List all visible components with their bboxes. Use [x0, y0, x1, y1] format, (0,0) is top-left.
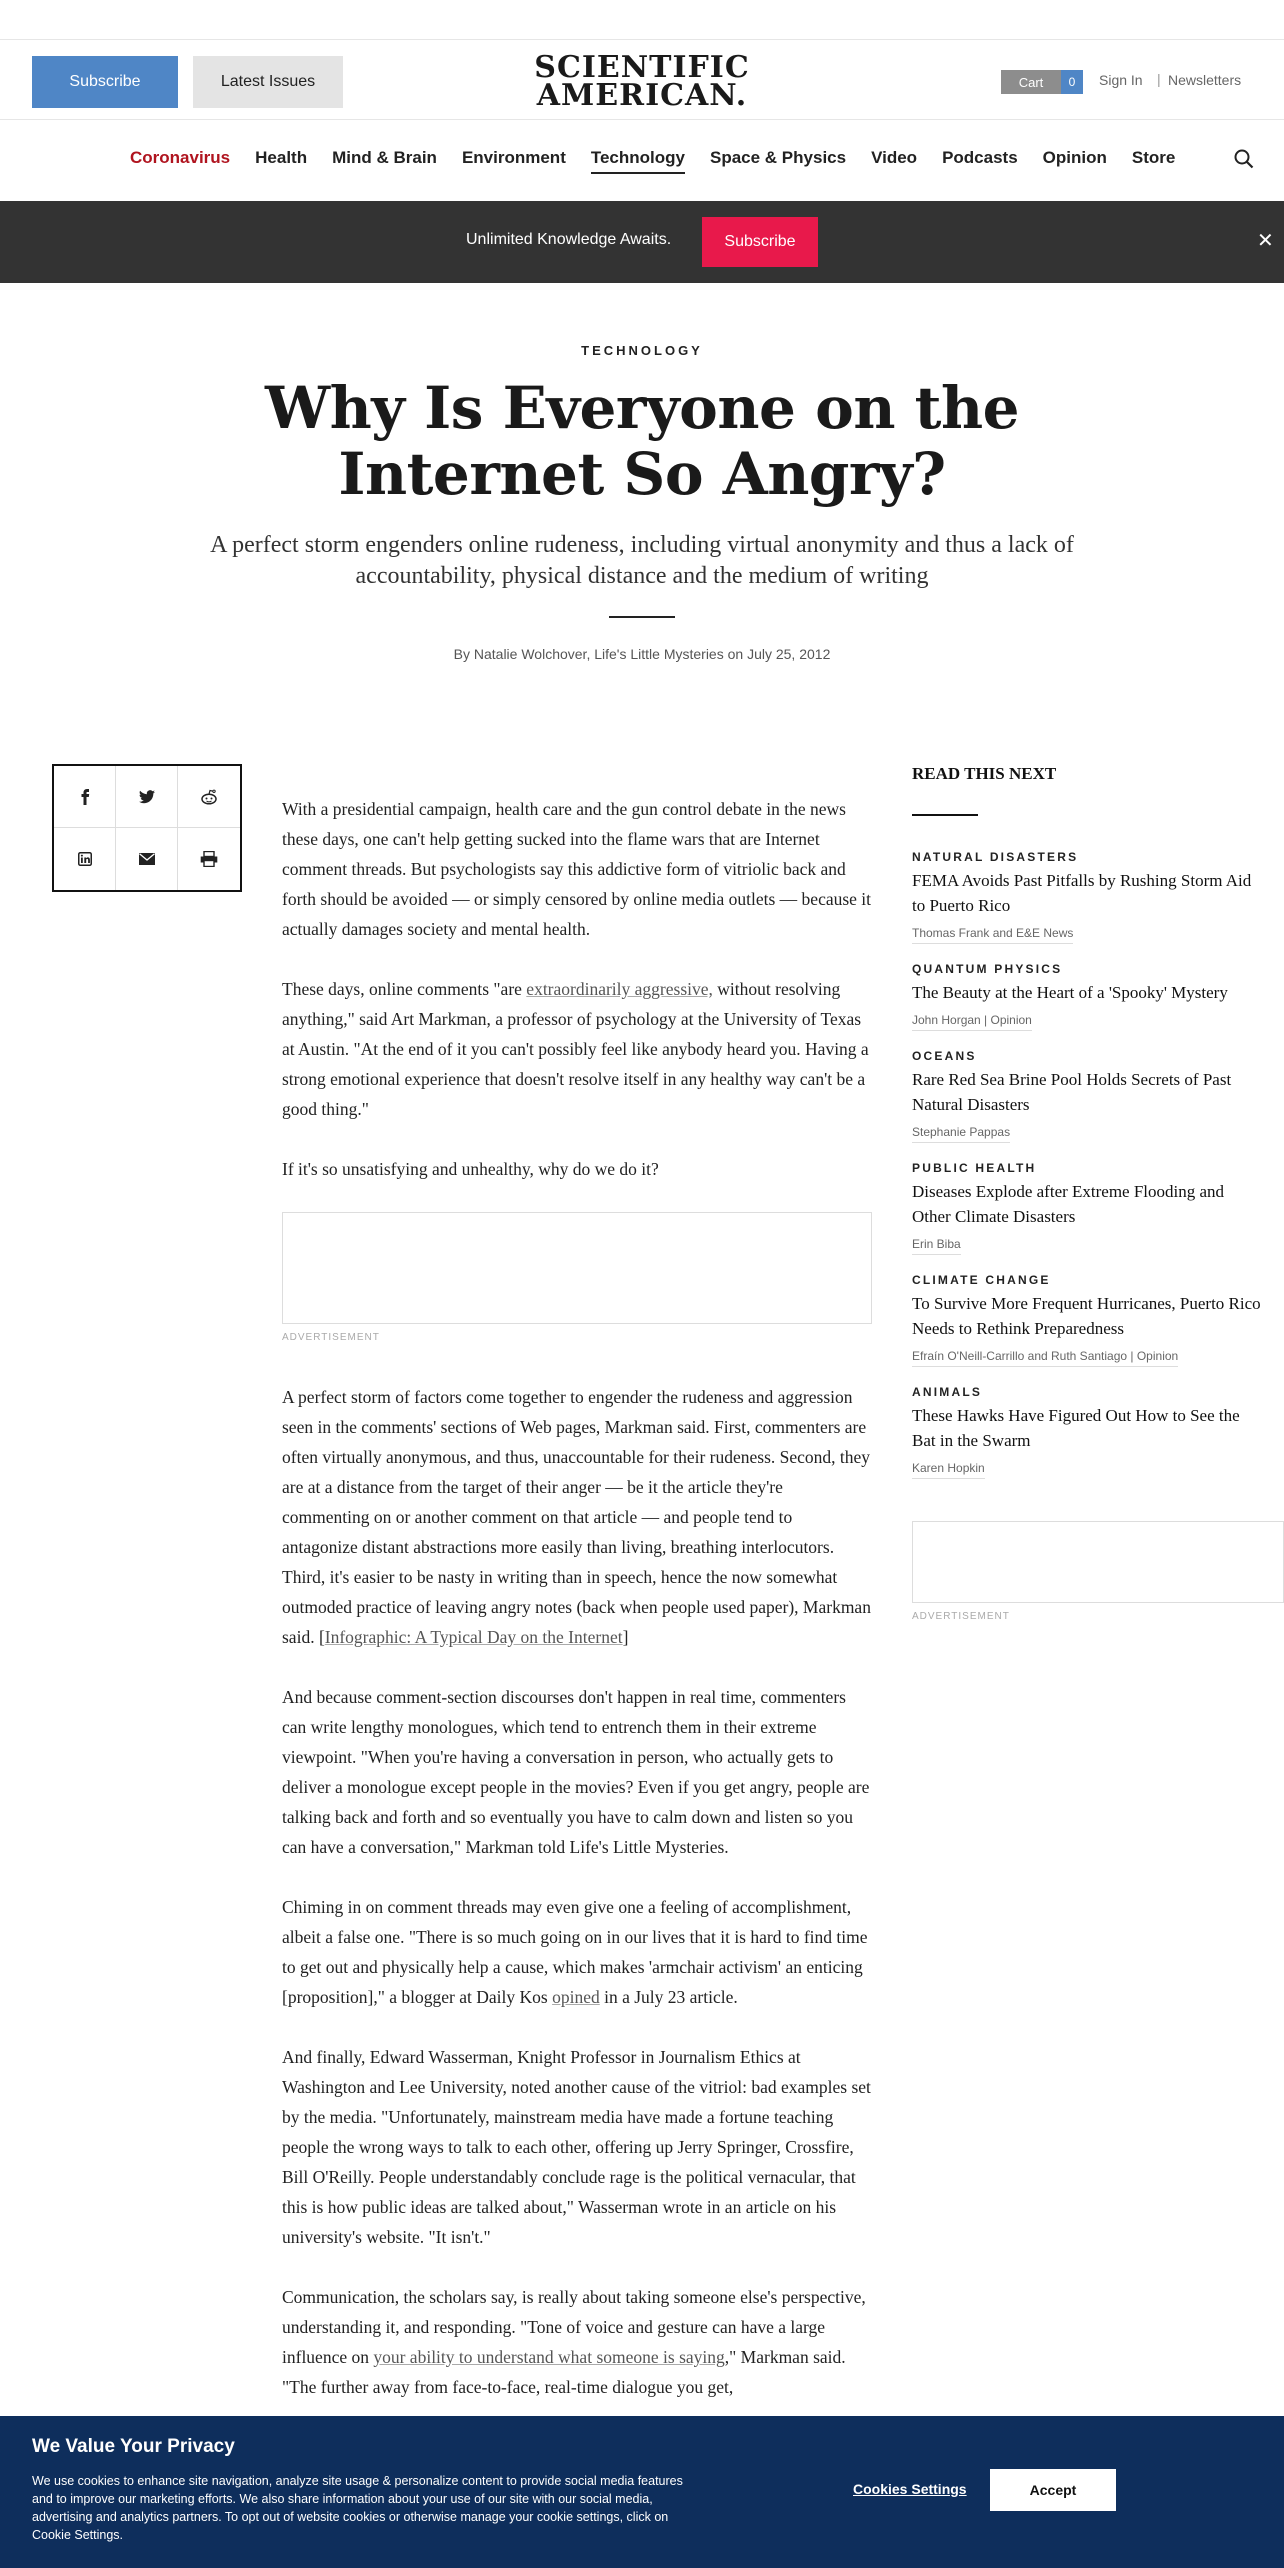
banner-text: Unlimited Knowledge Awaits.: [466, 231, 672, 248]
sidebar-article-category[interactable]: QUANTUM PHYSICS: [912, 962, 1063, 976]
text-run: without resolving anything," said Art Markman, a professor of psychology at the University of Texas at Austin. "At the end of it you can't possibly feel like anybody heard you. Having a strong emotional experience that doesn't resolve itself in any healthy way can't be a good thing.": [282, 979, 869, 1119]
article-paragraph: And finally, Edward Wasserman, Knight Professor in Journalism Ethics at Washington and Lee University, noted another cause of the vitriol: bad examples set by the media. "Unfortunately, mainstream media have made a fortune teaching people the wrong ways to talk to each other, offering up Jerry Springer, Crossfire, Bill O'Reilly. People understandably conclude rage is the political vernacular, that this is how public ideas are talked about," Wasserman wrote in an article on his university's website. "It isn't.": [282, 2047, 871, 2247]
sidebar-heading: READ THIS NEXT: [912, 764, 1057, 783]
article-body: [282, 794, 872, 2432]
header-separator: |: [1157, 71, 1161, 87]
nav-item-podcasts[interactable]: Podcasts: [942, 148, 1018, 167]
cookie-settings-button[interactable]: Cookies Settings: [853, 2481, 967, 2497]
sidebar-article-title[interactable]: The Beauty at the Heart of a 'Spooky' Mystery: [912, 983, 1228, 1002]
logo-line-1: SCIENTIFIC: [534, 50, 750, 85]
article-kicker[interactable]: TECHNOLOGY: [581, 343, 703, 358]
sidebar-article-category[interactable]: NATURAL DISASTERS: [912, 850, 1079, 864]
sidebar-divider: [912, 814, 978, 816]
article-paragraph: [282, 1382, 872, 1652]
nav-item-environment[interactable]: Environment: [461, 148, 566, 167]
text-run: Chiming in on comment threads may even give one a feeling of accomplishment, albeit a false one. "There is so much going on in our lives that it is hard to find time to get out and physically help a cause, which makes 'armchair activism' an enticing [proposition]," a blogger at Daily Kos: [282, 1897, 868, 2007]
sidebar-article[interactable]: [912, 1049, 1262, 1143]
nav-item-technology[interactable]: Technology: [591, 148, 685, 174]
top-strip: [0, 0, 1284, 40]
email-icon[interactable]: [116, 828, 178, 890]
sidebar-article-category[interactable]: PUBLIC HEALTH: [912, 1161, 1037, 1175]
nav-item-opinion[interactable]: Opinion: [1042, 148, 1107, 167]
sidebar-article-author[interactable]: Efraín O'Neill-Carrillo and Ruth Santiago | Opinion: [912, 1349, 1178, 1367]
sidebar-article-title[interactable]: These Hawks Have Figured Out How to See the Bat in the Swarm: [912, 1406, 1240, 1450]
sidebar-article-category[interactable]: OCEANS: [912, 1049, 977, 1063]
sidebar-advertisement[interactable]: [912, 1521, 1284, 1603]
extraordinarily-aggressive-link[interactable]: extraordinarily aggressive,: [526, 979, 713, 999]
reddit-icon[interactable]: [178, 766, 240, 828]
cookie-text: We use cookies to enhance site navigation, analyze site usage & personalize content to provide social media features and to improve our marketing efforts. We also share information about your use of our site with our social media, advertising and analytics partners. To opt out of website cookies or otherwise manage your cookie settings, click on Cookie Settings.: [32, 2474, 683, 2542]
sidebar-article-title[interactable]: To Survive More Frequent Hurricanes, Puerto Rico Needs to Rethink Preparedness: [912, 1294, 1261, 1338]
accept-cookies-button[interactable]: Accept: [990, 2469, 1116, 2511]
main-nav: [0, 121, 1284, 201]
search-icon[interactable]: [1233, 148, 1255, 170]
linkedin-icon[interactable]: [54, 828, 116, 890]
inline-advertisement[interactable]: [282, 1212, 872, 1324]
logo-line-2: AMERICAN.: [536, 78, 748, 113]
sign-in-link[interactable]: Sign In: [1099, 72, 1143, 88]
understand-someone-link[interactable]: your ability to understand what someone is saying: [373, 2347, 725, 2367]
sidebar-article-author[interactable]: Thomas Frank and E&E News: [912, 926, 1073, 944]
article-paragraph: If it's so unsatisfying and unhealthy, why do we do it?: [282, 1159, 659, 1179]
sidebar-article-category[interactable]: CLIMATE CHANGE: [912, 1273, 1051, 1287]
latest-issues-button[interactable]: Latest Issues: [193, 56, 343, 108]
article-subtitle: A perfect storm engenders online rudeness, including virtual anonymity and thus a lack of accountability, physical distance and the medium of writing: [210, 532, 1074, 589]
article-title: Why Is Everyone on the Internet So Angry?: [264, 374, 1020, 508]
sidebar-article-author[interactable]: Erin Biba: [912, 1237, 961, 1255]
nav-item-health[interactable]: Health: [255, 148, 308, 167]
subscribe-banner: [0, 201, 1284, 283]
site-logo[interactable]: [520, 50, 764, 113]
advertisement-label: ADVERTISEMENT: [912, 1611, 1010, 1622]
article-paragraph: [282, 1892, 872, 2012]
cart-button[interactable]: [1001, 70, 1083, 94]
newsletters-link[interactable]: Newsletters: [1168, 72, 1242, 88]
twitter-icon[interactable]: [116, 766, 178, 828]
text-run: ," Markman said. "The further away from face-to-face, real-time dialogue you get,: [282, 2347, 846, 2397]
nav-item-mind-brain[interactable]: Mind & Brain: [332, 148, 437, 167]
title-divider: [609, 616, 675, 618]
cart-label: Cart: [1001, 70, 1061, 94]
sidebar-article-author[interactable]: Karen Hopkin: [912, 1461, 985, 1479]
subscribe-button[interactable]: Subscribe: [32, 56, 178, 108]
cart-count-badge: 0: [1061, 70, 1083, 94]
share-toolbar: [52, 764, 242, 892]
sidebar-article[interactable]: [912, 1273, 1262, 1367]
sidebar-article-title[interactable]: Rare Red Sea Brine Pool Holds Secrets of Past Natural Disasters: [912, 1070, 1232, 1114]
nav-item-store[interactable]: Store: [1131, 148, 1176, 167]
banner-subscribe-button[interactable]: Subscribe: [702, 217, 818, 267]
sidebar-article[interactable]: [912, 1385, 1262, 1479]
infographic-link[interactable]: Infographic: A Typical Day on the Internet: [324, 1627, 623, 1647]
nav-item-coronavirus[interactable]: Coronavirus: [130, 148, 231, 167]
nav-item-video[interactable]: Video: [871, 148, 918, 167]
print-icon[interactable]: [178, 828, 240, 890]
sidebar-article-author[interactable]: Stephanie Pappas: [912, 1125, 1010, 1143]
text-run: ]: [622, 1627, 629, 1647]
cookie-title: We Value Your Privacy: [32, 2436, 235, 2457]
advertisement-label: ADVERTISEMENT: [282, 1332, 380, 1343]
article-byline: By Natalie Wolchover, Life's Little Mysteries on July 25, 2012: [453, 646, 831, 662]
article-paragraph: And because comment-section discourses don't happen in real time, commenters can write lengthy monologues, which tend to entrench them in their extreme viewpoint. "When you're having a conversation in person, who actually gets to deliver a monologue except people in the movies? Even if you get angry, people are talking back and forth and so eventually you have to calm down and listen so you can have a conversation," Markman told Life's Little Mysteries.: [282, 1687, 870, 1857]
sidebar-article-title[interactable]: FEMA Avoids Past Pitfalls by Rushing Storm Aid to Puerto Rico: [912, 871, 1252, 915]
sidebar-article-title[interactable]: Diseases Explode after Extreme Flooding and Other Climate Disasters: [912, 1182, 1225, 1226]
sidebar-article-category[interactable]: ANIMALS: [912, 1385, 983, 1399]
article-paragraph: [282, 974, 872, 1124]
article-paragraph: With a presidential campaign, health care and the gun control debate in the news these days, one can't help getting sucked into the flame wars that are Internet comment threads. But psychologists say this addictive form of vitriolic back and forth should be avoided — or simply censored by online media outlets — because it actually damages society and mental health.: [282, 799, 872, 939]
text-run: These days, online comments "are: [282, 979, 527, 999]
text-run: A perfect storm of factors come together to engender the rudeness and aggression seen in the comments' sections of Web pages, Markman said. First, commenters are often virtually anonymous, and thus, unaccountable for their rudeness. Second, they are at a distance from the target of their anger — be it the article they're commenting on or another comment on that article — and people tend to antagonize distant abstractions more easily than living, breathing interlocutors. Third, it's easier to be nasty in writing than in speech, hence the now somewhat outmoded practice of leaving angry notes (back when people used paper), Markman said. [: [282, 1387, 871, 1647]
sidebar-article[interactable]: [912, 1161, 1262, 1255]
text-run: in a July 23 article.: [599, 1987, 738, 2007]
read-this-next-sidebar: [912, 764, 1284, 1622]
sidebar-article[interactable]: [912, 850, 1262, 944]
close-icon[interactable]: ✕: [1257, 230, 1274, 252]
site-header: [0, 40, 1284, 120]
nav-item-space-physics[interactable]: Space & Physics: [710, 148, 847, 167]
cookie-consent-banner: [0, 2416, 1284, 2568]
sidebar-article-author[interactable]: John Horgan | Opinion: [912, 1013, 1032, 1031]
opined-link[interactable]: opined: [552, 1987, 600, 2007]
sidebar-article[interactable]: [912, 962, 1262, 1031]
facebook-icon[interactable]: [54, 766, 116, 828]
article-paragraph: [282, 2282, 872, 2402]
text-run: Communication, the scholars say, is really about taking someone else's perspective, understanding it, and responding. "Tone of voice and gesture can have a large influence on: [282, 2287, 866, 2367]
